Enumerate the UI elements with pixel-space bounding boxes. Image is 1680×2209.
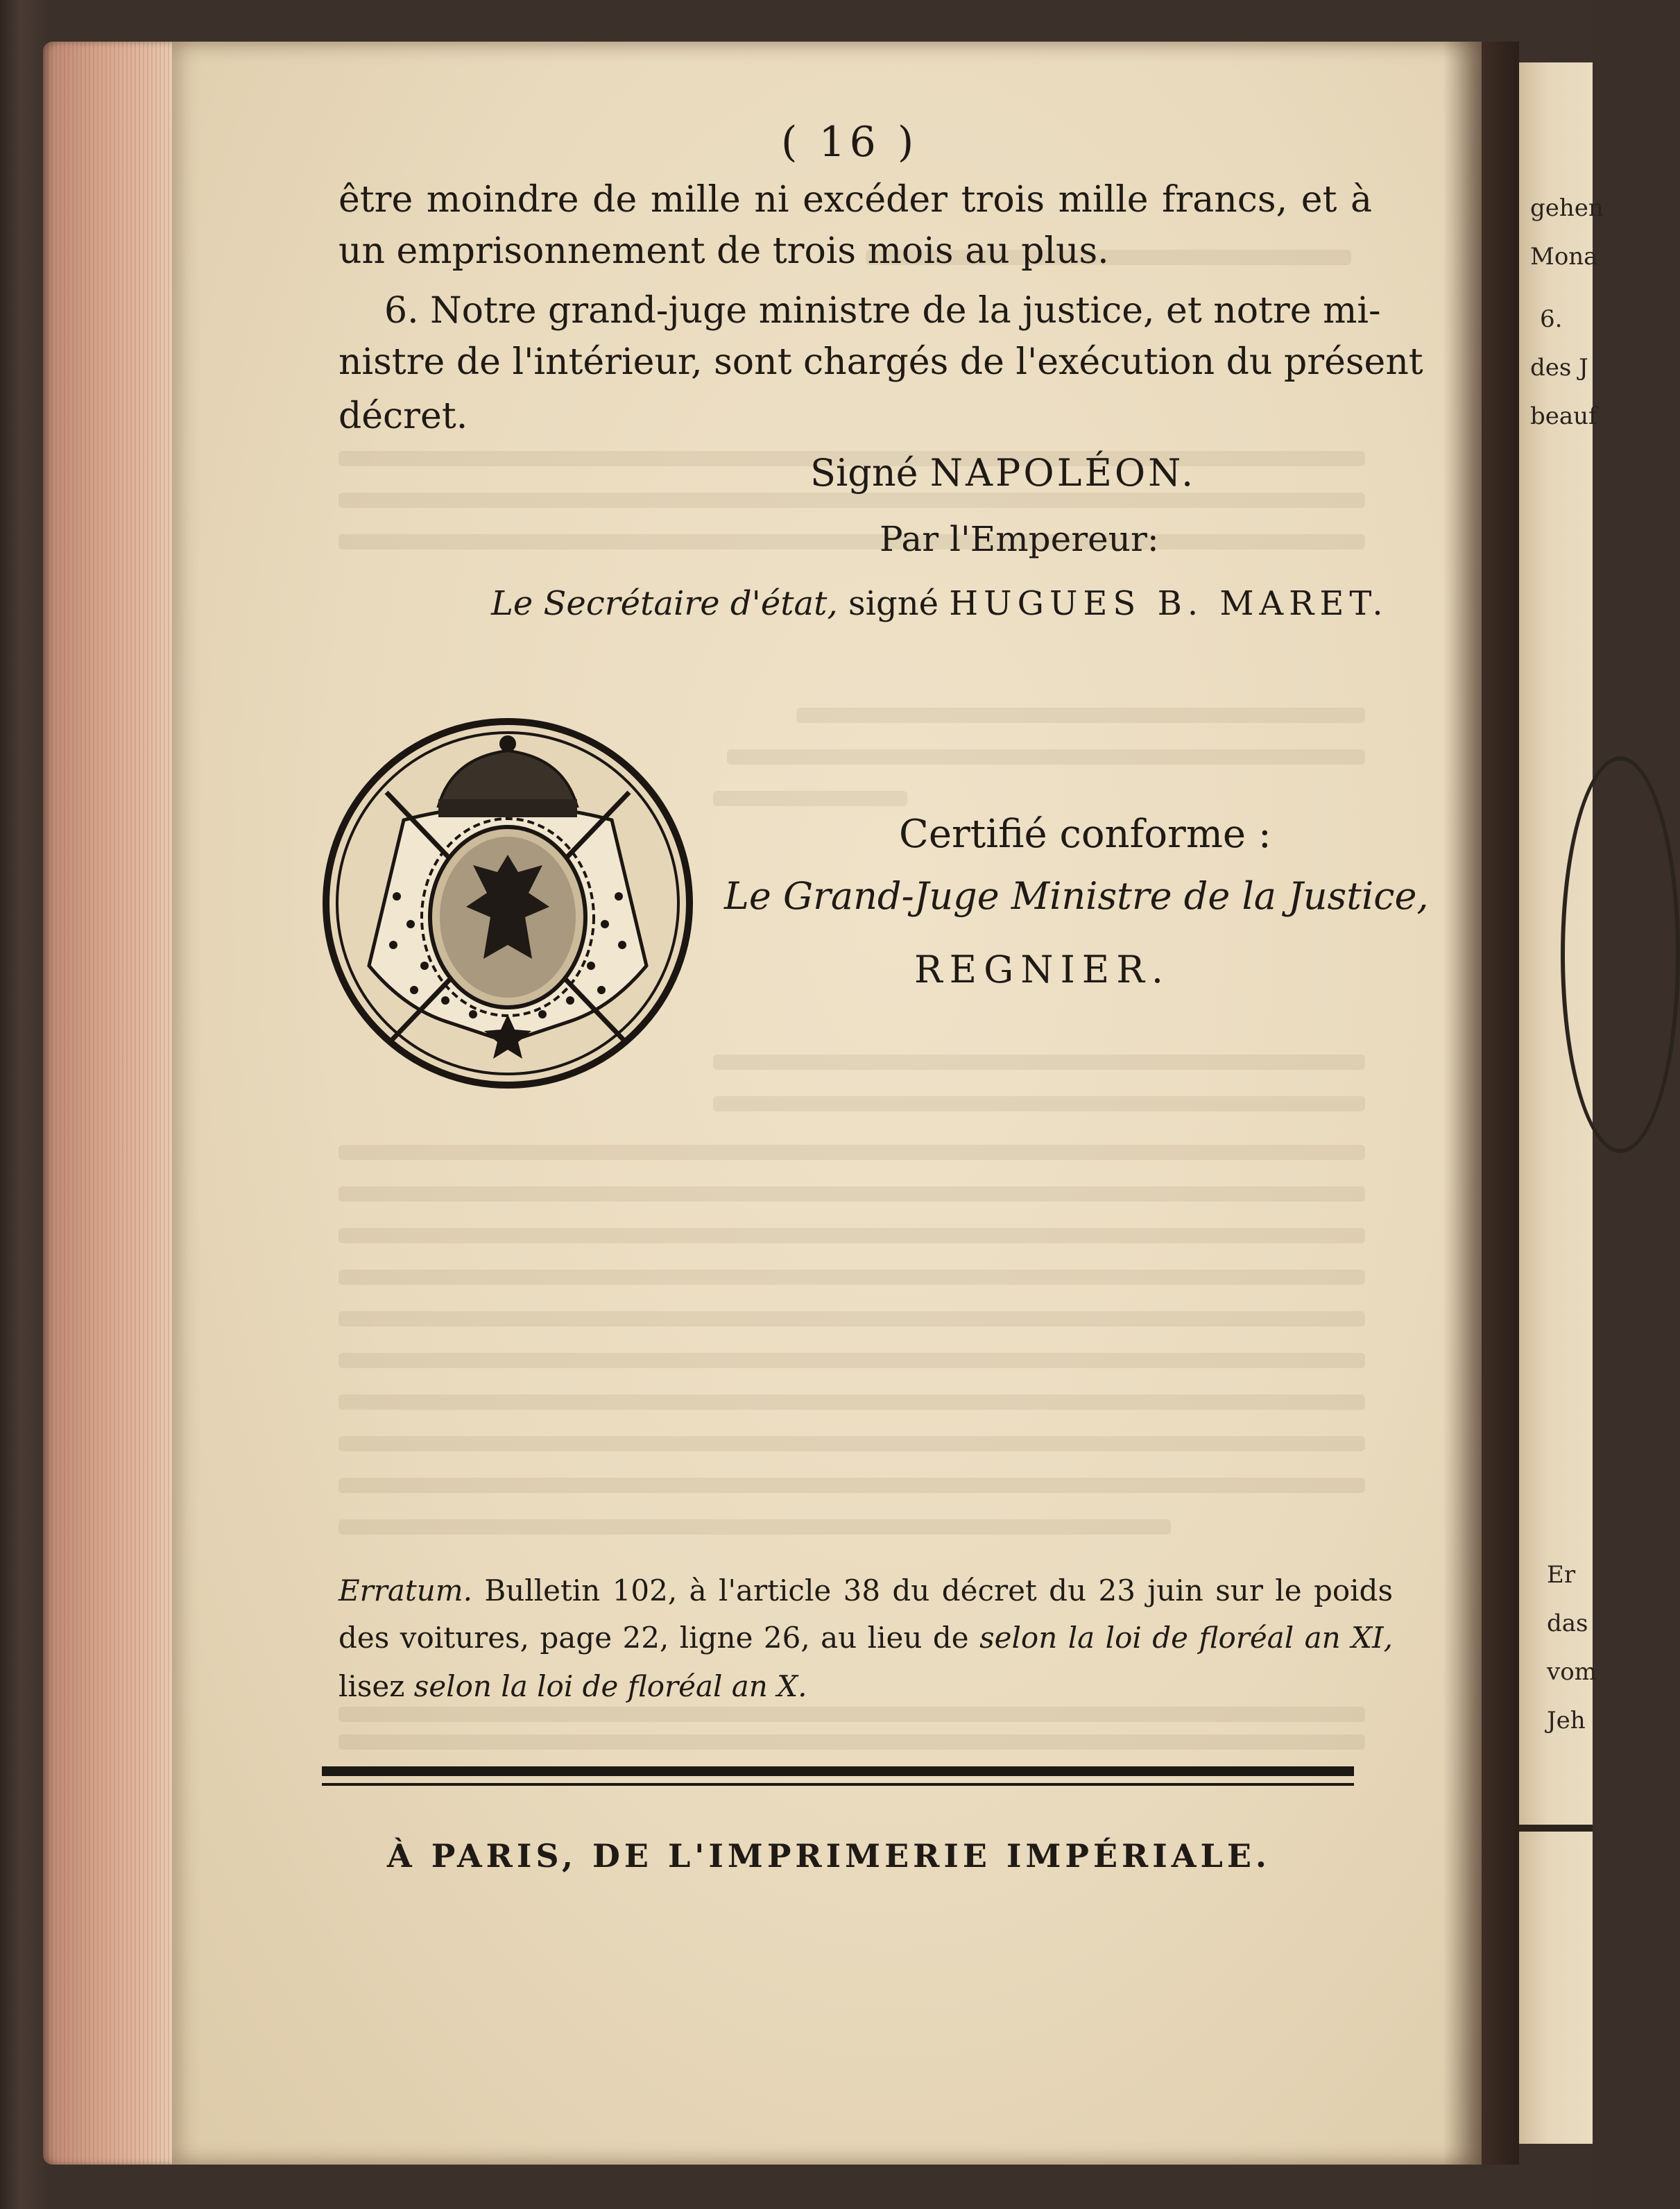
body-line: nistre de l'intérieur, sont chargés de l'exécution du présent bbox=[338, 341, 1423, 383]
secretaire-title: Le Secrétaire d'état, bbox=[491, 584, 838, 623]
signe-prefix: Signé bbox=[810, 451, 918, 495]
next-page-fragment: Jeh bbox=[1547, 1707, 1586, 1734]
next-page-sliver bbox=[1519, 62, 1604, 2144]
erratum-line bbox=[338, 1573, 1393, 1607]
next-page-fragment: vom bbox=[1547, 1658, 1597, 1686]
erratum-citation: selon la loi de floréal an XI, bbox=[979, 1621, 1393, 1655]
erratum-citation: selon la loi de floréal an X. bbox=[413, 1669, 807, 1703]
next-page-rule bbox=[1519, 1825, 1593, 1832]
next-page-fragment: des J bbox=[1530, 354, 1588, 382]
page-edges bbox=[43, 42, 175, 2165]
imprint: À PARIS, DE L'IMPRIMERIE IMPÉRIALE. bbox=[387, 1837, 1271, 1875]
gutter-shadow bbox=[1443, 42, 1519, 2165]
par-empereur: Par l'Empereur: bbox=[880, 519, 1159, 559]
imperial-seal bbox=[320, 716, 695, 1091]
certification-name: REGNIER. bbox=[914, 948, 1171, 991]
certification-title: Certifié conforme : bbox=[899, 812, 1271, 857]
certification-role: Le Grand-Juge Ministre de la Justice, bbox=[724, 874, 1429, 918]
signature-napoleon bbox=[810, 451, 1196, 495]
rule-thick bbox=[322, 1766, 1354, 1776]
erratum-line bbox=[338, 1621, 1393, 1655]
body-line: être moindre de mille ni excéder trois mille francs, et à bbox=[338, 179, 1372, 221]
secretaire-signe: signé bbox=[848, 584, 939, 623]
erratum-text: des voitures, page 22, ligne 26, au lieu de bbox=[338, 1621, 969, 1655]
article-6-line: 6. Notre grand-juge ministre de la justice, et notre mi- bbox=[384, 290, 1381, 332]
erratum-label: Erratum. bbox=[338, 1573, 472, 1607]
napoleon-name: NAPOLÉON. bbox=[929, 451, 1197, 495]
next-page-seal bbox=[1561, 756, 1680, 1153]
page-number: ( 16 ) bbox=[781, 118, 918, 167]
erratum-text: lisez bbox=[338, 1669, 405, 1703]
secretaire-signature bbox=[491, 584, 1389, 623]
next-page-fragment: 6. bbox=[1540, 305, 1563, 333]
rule-thin bbox=[322, 1783, 1354, 1786]
next-page-fragment: beauf bbox=[1530, 402, 1597, 430]
next-page-fragment: Mona bbox=[1530, 243, 1598, 271]
erratum-line bbox=[338, 1669, 1393, 1703]
erratum-text: Bulletin 102, à l'article 38 du décret du 23 juin sur le poids bbox=[484, 1573, 1393, 1607]
body-line: décret. bbox=[338, 395, 468, 437]
next-page-fragment: das bbox=[1547, 1610, 1588, 1637]
secretaire-name: HUGUES B. MARET. bbox=[949, 584, 1389, 623]
body-line: un emprisonnement de trois mois au plus. bbox=[338, 230, 1109, 272]
next-page-fragment: Er bbox=[1547, 1561, 1576, 1589]
page bbox=[172, 42, 1482, 2165]
next-page-fragment: gehen bbox=[1530, 194, 1604, 222]
